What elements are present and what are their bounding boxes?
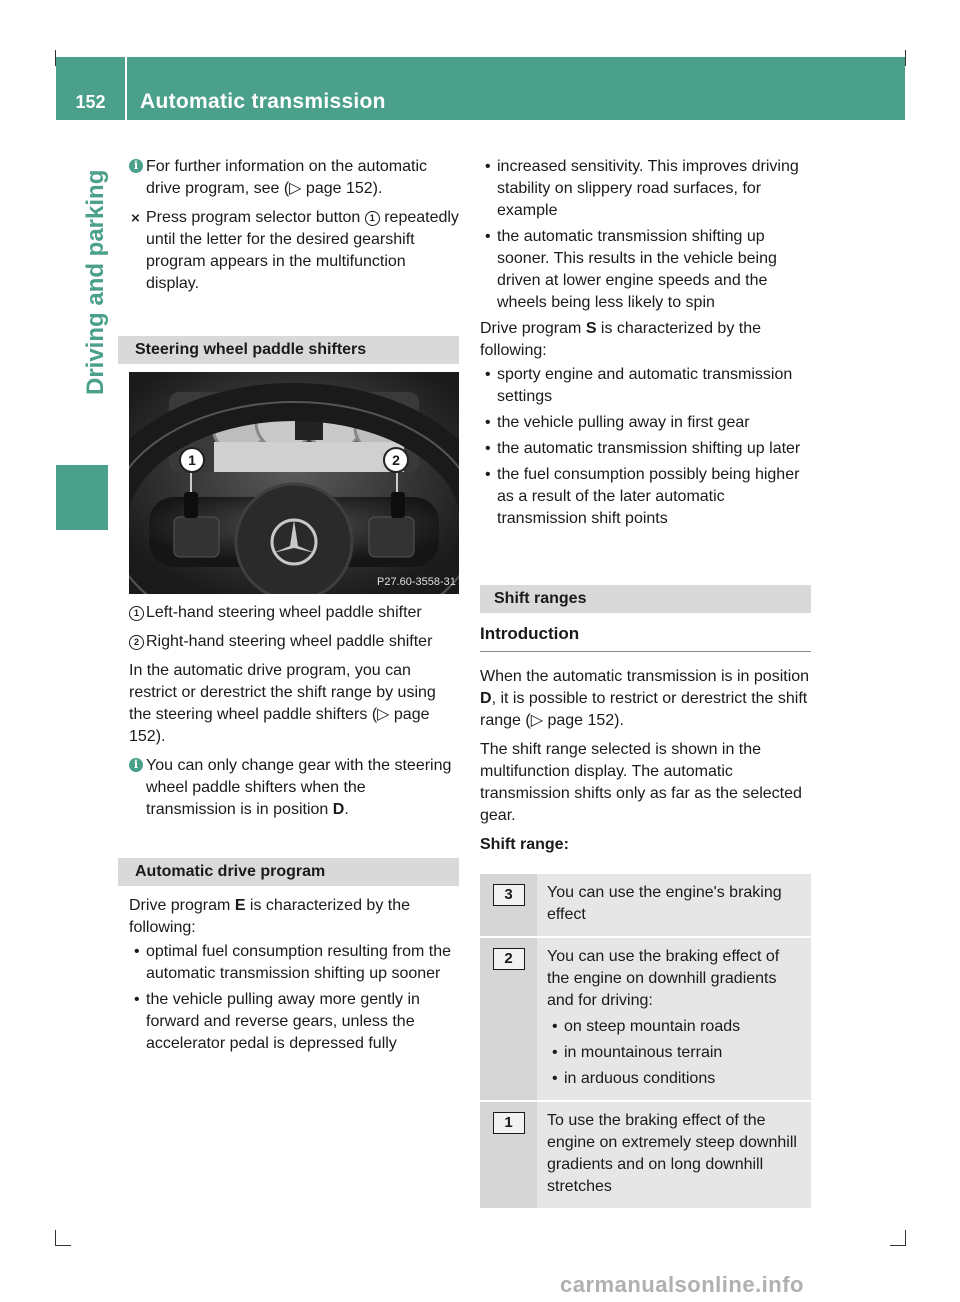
list-item: • sporty engine and automatic transmission settings	[480, 364, 812, 408]
header-divider	[125, 57, 127, 120]
page-title: Automatic transmission	[140, 90, 386, 113]
legend-item: 1 Left-hand steering wheel paddle shifter	[129, 602, 459, 624]
chapter-tab-marker	[56, 465, 108, 530]
paragraph: In the automatic drive program, you can restrict or derestrict the shift range by using the steering wheel paddle shifters (▷ page 152).	[129, 662, 436, 745]
figure-code: P27.60-3558-31	[377, 576, 456, 588]
shift-range-table	[480, 874, 811, 1208]
left-column	[129, 156, 459, 302]
crop-mark	[55, 1245, 71, 1246]
instruction-step: ⨯ Press program selector button 1 repeatedly until the letter for the desired gearshift program appears in the multifunction display.	[130, 209, 459, 292]
list-item: • the automatic transmission shifting up sooner. This results in the vehicle being driven at lower engine speeds and the wheels being less likely to spin	[480, 226, 812, 314]
table-row: 1 To use the braking effect of the engine on extremely steep downhill gradients and on long downhill stretches	[480, 1102, 811, 1208]
paragraph: When the automatic transmission is in position D, it is possible to restrict or derestrict the shift range (▷ page 152).	[480, 668, 810, 729]
list-item: • in mountainous terrain	[547, 1042, 803, 1064]
left-column-bottom	[129, 895, 459, 1059]
watermark: carmanualsonline.info	[560, 1272, 804, 1297]
subsection-title: Introduction	[480, 623, 811, 652]
section-heading-shift-ranges: Shift ranges	[480, 585, 811, 613]
list-item: • the vehicle pulling away more gently in forward and reverse gears, unless the accelerator pedal is depressed fully	[129, 989, 459, 1055]
info-icon: i	[129, 758, 143, 772]
crop-mark	[905, 1230, 906, 1246]
right-column	[480, 156, 812, 534]
list-item: • optimal fuel consumption resulting from the automatic transmission shifting up sooner	[129, 941, 459, 985]
list-item: • on steep mountain roads	[547, 1016, 803, 1038]
list-item: • increased sensitivity. This improves driving stability on slippery road surfaces, for example	[480, 156, 812, 222]
callout-marker: 2	[129, 635, 144, 650]
paragraph: Drive program E is characterized by the following:	[129, 897, 411, 936]
callout-marker: 1	[129, 606, 144, 621]
section-heading-auto-program: Automatic drive program	[118, 858, 459, 886]
arrow-icon: ⨯	[130, 210, 141, 225]
list-item: • the automatic transmission shifting up later	[480, 438, 812, 460]
callout-1: 1	[179, 447, 205, 473]
callout-marker: 1	[365, 211, 380, 226]
page-number: 152	[75, 92, 106, 112]
chapter-tab-label: Driving and parking	[82, 169, 109, 395]
legend-item: 2 Right-hand steering wheel paddle shifter	[129, 631, 459, 653]
shift-range-label: Shift range:	[480, 836, 569, 853]
info-note: i You can only change gear with the steering wheel paddle shifters when the transmission is in position D.	[129, 755, 459, 821]
list-item: • the fuel consumption possibly being higher as a result of the later automatic transmission shift points	[480, 464, 812, 530]
info-note: i For further information on the automatic drive program, see (▷ page 152).	[129, 156, 459, 200]
paragraph: The shift range selected is shown in the multifunction display. The automatic transmission shifts only as far as the selected gear.	[480, 741, 802, 824]
gear-key: 2	[493, 948, 525, 970]
crop-mark	[905, 50, 906, 66]
right-column-shift	[480, 623, 811, 1210]
gear-key: 1	[493, 1112, 525, 1134]
crop-mark	[890, 1245, 906, 1246]
paragraph: Drive program S is characterized by the following:	[480, 320, 762, 359]
steering-wheel-photo	[129, 372, 459, 594]
callout-2: 2	[383, 447, 409, 473]
section-heading-paddle: Steering wheel paddle shifters	[118, 336, 459, 364]
gear-key: 3	[493, 884, 525, 906]
crop-mark	[55, 1230, 56, 1246]
table-row: 2 You can use the braking effect of the engine on downhill gradients and for driving: • on steep mountain roads • in mountainous terrain • in arduous conditions	[480, 938, 811, 1100]
table-row: 3 You can use the engine's braking effect	[480, 874, 811, 936]
list-item: • in arduous conditions	[547, 1068, 803, 1090]
list-item: • the vehicle pulling away in first gear	[480, 412, 812, 434]
left-column-continued	[129, 602, 459, 828]
info-icon: i	[129, 159, 143, 173]
